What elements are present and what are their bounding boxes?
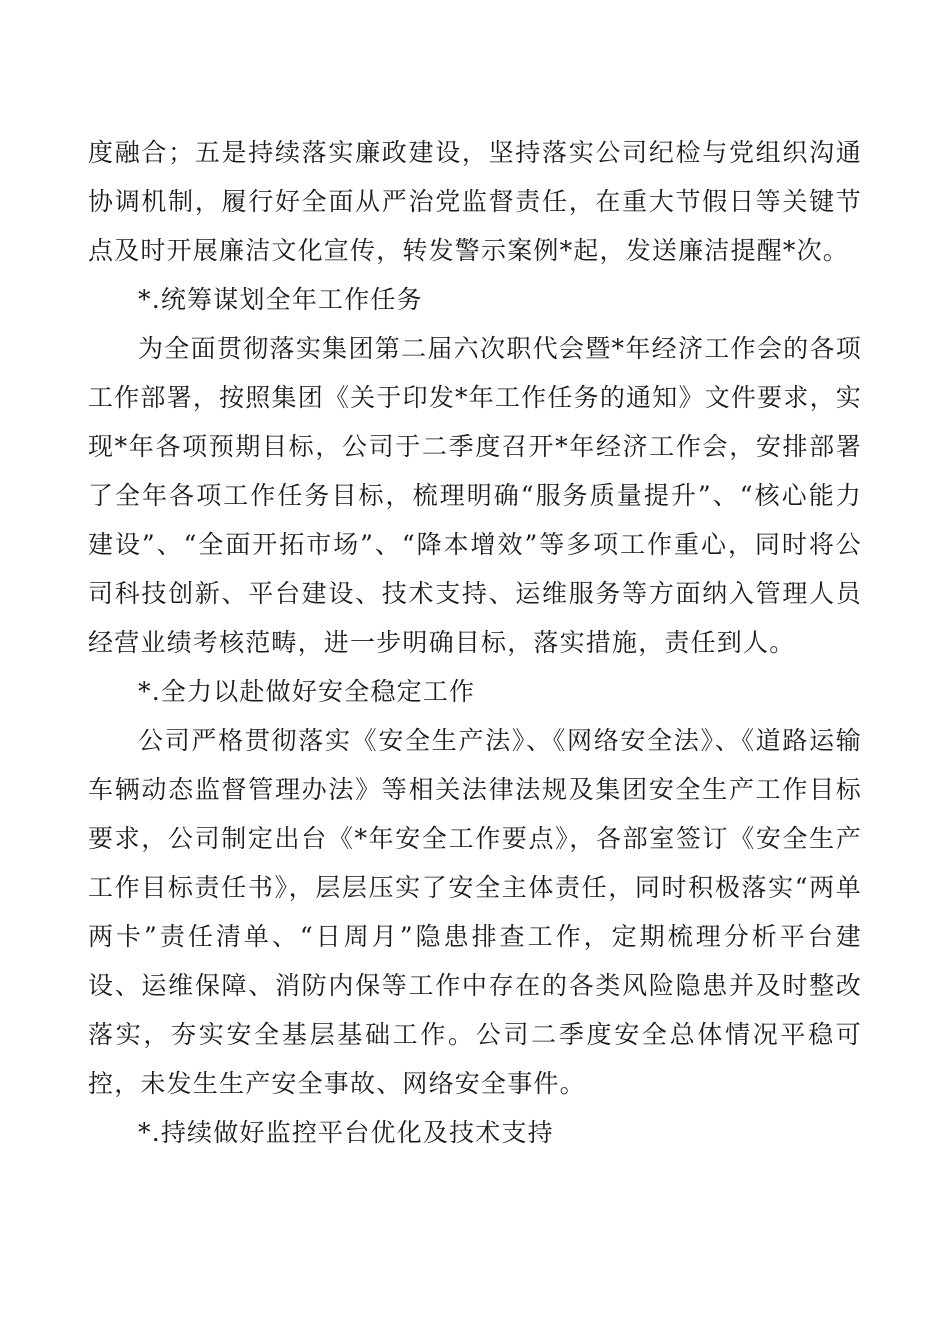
paragraph-annual-tasks: 为全面贯彻落实集团第二届六次职代会暨*年经济工作会的各项工作部署，按照集团《关于印发*年工作任务的通知》文件要求，实现*年各项预期目标，公司于二季度召开*年经济工作会，安排部署了全年各项工作任务目标，梳理明确“服务质量提升”、“核心能力建设”、“全面开拓市场”、“降本增效”等多项工作重心，同时将公司科技创新、平台建设、技术支持、运维服务等方面纳入管理人员经营业绩考核范畴，进一步明确目标，落实措施，责任到人。 — [88, 334, 862, 657]
paragraph-integrity-construction: 度融合；五是持续落实廉政建设，坚持落实公司纪检与党组织沟通协调机制，履行好全面从严治党监督责任，在重大节假日等关键节点及时开展廉洁文化宣传，转发警示案例*起，发送廉洁提醒*次。 — [88, 138, 862, 265]
document-body — [88, 128, 862, 1157]
section-heading-platform-optimization: *.持续做好监控平台优化及技术支持 — [138, 1118, 554, 1147]
section-heading-safety-stability: *.全力以赴做好安全稳定工作 — [138, 677, 476, 706]
paragraph-safety-stability: 公司严格贯彻落实《安全生产法》、《网络安全法》、《道路运输车辆动态监督管理办法》等相关法律法规及集团安全生产工作目标要求，公司制定出台《*年安全工作要点》，各部室签订《安全生产工作目标责任书》，层层压实了安全主体责任，同时积极落实“两单两卡”责任清单、“日周月”隐患排查工作，定期梳理分析平台建设、运维保障、消防内保等工作中存在的各类风险隐患并及时整改落实，夯实安全基层基础工作。公司二季度安全总体情况平稳可控，未发生生产安全事故、网络安全事件。 — [88, 726, 862, 1098]
section-heading-annual-tasks: *.统筹谋划全年工作任务 — [138, 285, 423, 314]
